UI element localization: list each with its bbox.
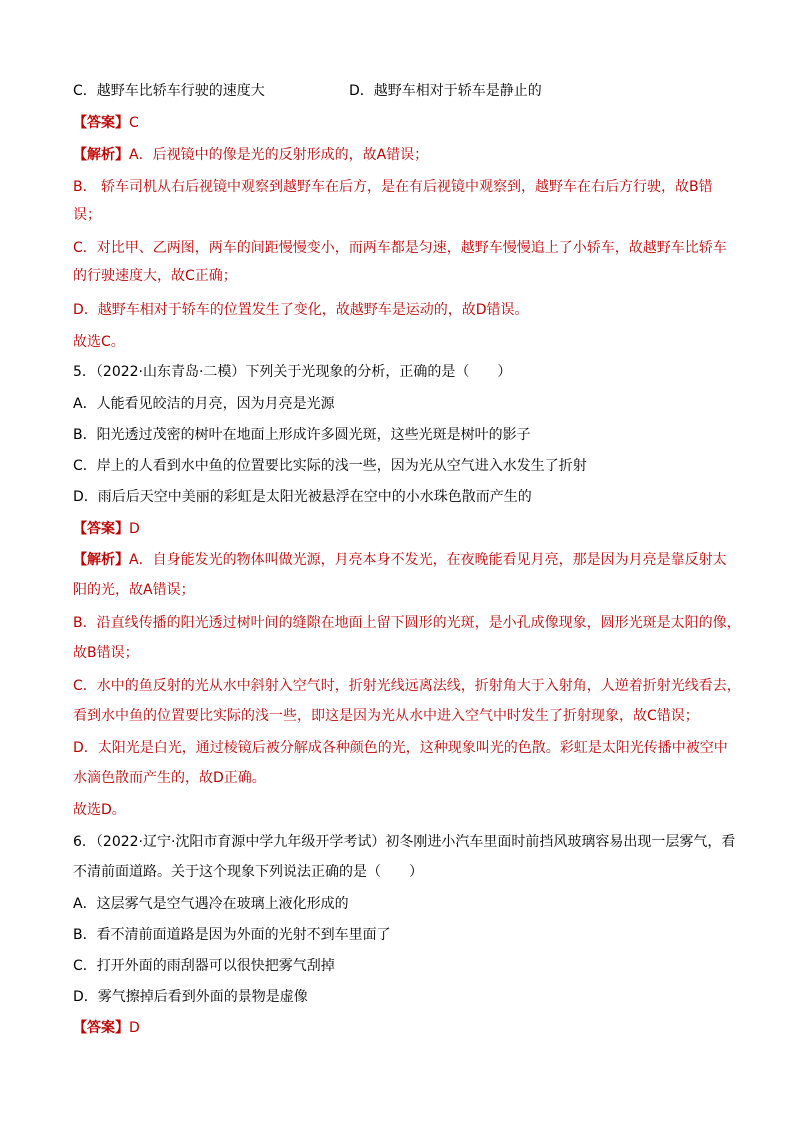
answer-line <box>73 1018 140 1038</box>
question-option: C．打开外面的雨刮器可以很快把雾气刮掉 <box>73 958 335 974</box>
analysis-tag: 【解析】 <box>73 552 129 568</box>
question-option: B．阳光透过茂密的树叶在地面上形成许多圆光斑，这些光斑是树叶的影子 <box>73 427 531 443</box>
analysis-text: A．自身能发光的物体叫做光源，月亮本身不发光，在夜晚能看见月亮，那是因为月亮是靠反射太 <box>129 552 727 568</box>
question-option: A．这层雾气是空气遇冷在玻璃上液化形成的 <box>73 896 349 912</box>
analysis-text: 故B错误； <box>73 645 139 661</box>
answer-line <box>73 519 140 539</box>
analysis-text: D．太阳光是白光，通过棱镜后被分解成各种颜色的光，这种现象叫光的色散。彩虹是太阳光传播中被空中 <box>73 740 728 756</box>
answer-value: D <box>129 521 140 537</box>
analysis-line <box>73 145 428 165</box>
analysis-text: 阳的光，故A错误； <box>73 582 195 598</box>
question-stem: 5．（2022·山东青岛·二模）下列关于光现象的分析，正确的是（ ） <box>73 364 512 380</box>
analysis-text: 看到水中鱼的位置要比实际的浅一些，即这是因为光从水中进入空气中时发生了折射现象，故C错误； <box>73 708 699 724</box>
question-option: D．雾气擦掉后看到外面的景物是虚像 <box>73 989 308 1005</box>
analysis-text: C．对比甲、乙两图，两车的间距慢慢变小，而两车都是匀速，越野车慢慢追上了小轿车，故越野车比轿车 <box>73 240 727 256</box>
analysis-text: B． 轿车司机从右后视镜中观察到越野车在后方，是在有后视镜中观察到，越野车在右后方行驶，故B错 <box>73 179 713 195</box>
answer-value: D <box>129 1020 140 1036</box>
answer-tag: 【答案】 <box>73 1020 129 1036</box>
analysis-text: C．水中的鱼反射的光从水中斜射入空气时，折射光线远离法线，折射角大于入射角，人逆着折射光线看去， <box>73 678 741 694</box>
answer-line <box>73 113 139 133</box>
analysis-text: 故选D。 <box>73 802 126 818</box>
option-d: D．越野车相对于轿车是静止的 <box>349 83 542 99</box>
question-option: C．岸上的人看到水中鱼的位置要比实际的浅一些，因为光从空气进入水发生了折射 <box>73 458 587 474</box>
analysis-line <box>73 550 727 570</box>
analysis-text: D．越野车相对于轿车的位置发生了变化，故越野车是运动的，故D错误。 <box>73 302 529 318</box>
analysis-text: 水滴色散而产生的，故D正确。 <box>73 770 266 786</box>
analysis-text: 的行驶速度大，故C正确； <box>73 268 237 284</box>
option-line <box>73 81 542 101</box>
question-stem: 6．（2022·辽宁·沈阳市育源中学九年级开学考试）初冬刚进小汽车里面时前挡风玻璃容易出现一层雾气，看 <box>73 834 736 850</box>
answer-tag: 【答案】 <box>73 115 129 131</box>
question-option: A．人能看见皎洁的月亮，因为月亮是光源 <box>73 396 335 412</box>
question-option: D．雨后后天空中美丽的彩虹是太阳光被悬浮在空中的小水珠色散而产生的 <box>73 489 532 505</box>
analysis-text: 故选C。 <box>73 334 125 350</box>
option-c: C．越野车比轿车行驶的速度大 <box>73 83 265 99</box>
answer-value: C <box>129 115 139 131</box>
question-option: B．看不清前面道路是因为外面的光射不到车里面了 <box>73 927 391 943</box>
analysis-text: 误； <box>73 207 101 223</box>
analysis-text: A．后视镜中的像是光的反射形成的，故A错误； <box>129 147 429 163</box>
question-stem: 不清前面道路。关于这个现象下列说法正确的是（ ） <box>73 864 423 880</box>
analysis-text: B．沿直线传播的阳光透过树叶间的缝隙在地面上留下圆形的光斑，是小孔成像现象，圆形光斑是太阳的像， <box>73 615 741 631</box>
analysis-tag: 【解析】 <box>73 147 129 163</box>
answer-tag: 【答案】 <box>73 521 129 537</box>
